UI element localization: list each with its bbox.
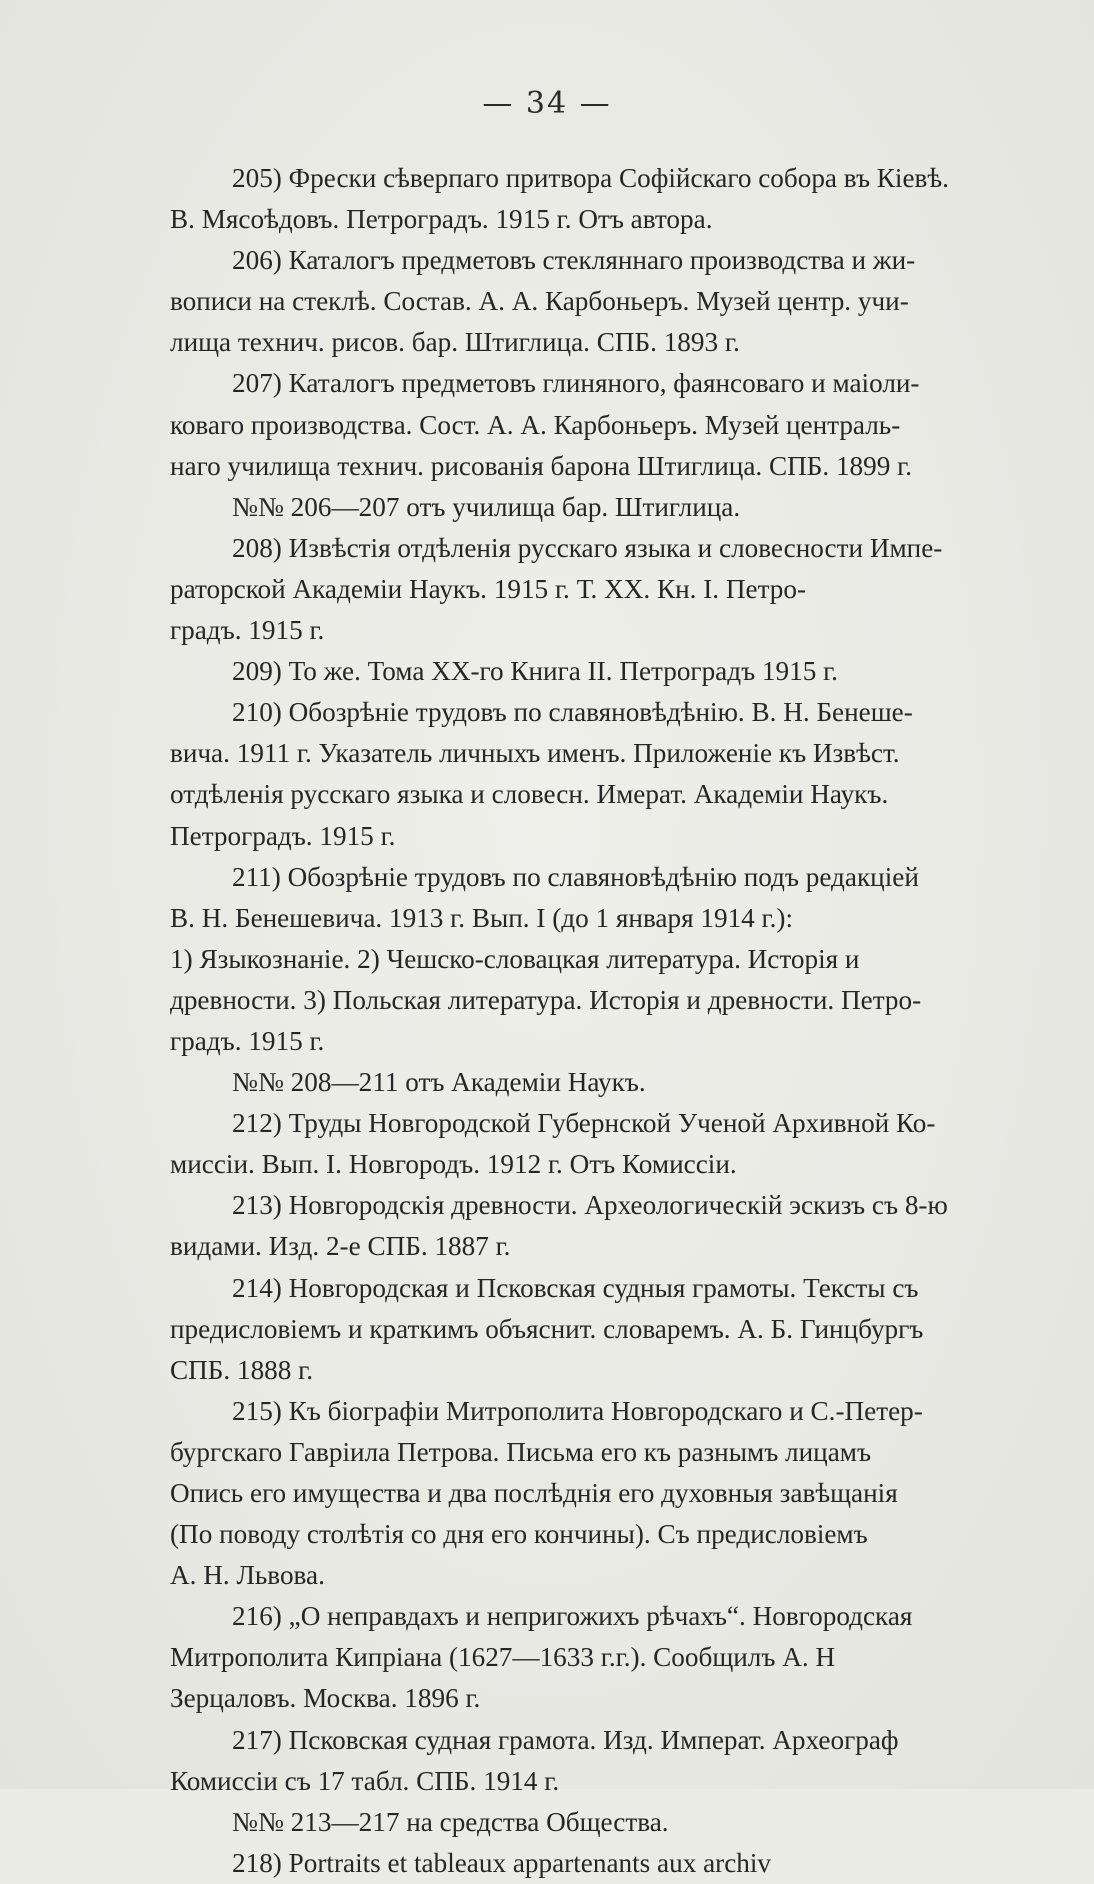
text-line: 209) То же. Тома XX-го Книга II. Петроградъ 1915 г. (232, 656, 838, 687)
text-line: вописи на стеклѣ. Состав. А. А. Карбоньеръ. Музей центр. учи- (170, 286, 909, 317)
text-line: наго училища технич. рисованія барона Штиглица. СПБ. 1899 г. (170, 450, 912, 481)
text-line: вича. 1911 г. Указатель личныхъ именъ. Приложеніе къ Извѣст. (170, 738, 900, 769)
text-line: 205) Фрески сѣверпаго притвора Софійскаго собора въ Кіевѣ. (232, 163, 949, 193)
text-line: древности. 3) Польская литература. Исторія и древности. Петро- (170, 984, 922, 1015)
text-line: 210) Обозрѣніе трудовъ по славяновѣдѣнію. В. Н. Бенеше- (232, 697, 913, 728)
text-line: №№ 213—217 на средства Общества. (232, 1806, 669, 1837)
text-line: раторской Академіи Наукъ. 1915 г. Т. XX. Кн. I. Петро- (170, 573, 807, 604)
text-line: Комиссіи съ 17 табл. СПБ. 1914 г. (170, 1765, 560, 1796)
text-line: видами. Изд. 2-е СПБ. 1887 г. (170, 1231, 511, 1262)
text-line: В. Н. Бенешевича. 1913 г. Вып. I (до 1 января 1914 г.): (170, 902, 794, 933)
text-line: коваго производства. Сост. А. А. Карбоньеръ. Музей централь- (170, 409, 901, 440)
text-line: 206) Каталогъ предметовъ стекляннаго производства и жи- (232, 245, 916, 276)
text-line: градъ. 1915 г. (170, 1025, 325, 1056)
text-line: 212) Труды Новгородской Губернской Ученой Архивной Ко- (232, 1108, 936, 1139)
text-line: 214) Новгородская и Псковская судныя грамоты. Тексты съ (232, 1272, 919, 1303)
text-line: 213) Новгородскія древности. Археологическій эскизъ съ 8-ю (232, 1190, 948, 1221)
text-line: 216) „О неправдахъ и непригожихъ рѣчахъ“. Новгородская (232, 1601, 913, 1632)
text-line: А. Н. Львова. (170, 1560, 325, 1591)
text-line: миссіи. Вып. I. Новгородъ. 1912 г. Отъ Комиссіи. (170, 1149, 737, 1180)
text-line: отдѣленія русскаго языка и словесн. Имерат. Академіи Наукъ. (170, 779, 889, 810)
text-line: СПБ. 1888 г. (170, 1354, 314, 1385)
text-line: лища технич. рисов. бар. Штиглица. СПБ. 1893 г. (170, 327, 740, 358)
text-line: 211) Обозрѣніе трудовъ по славяновѣдѣнію подъ редакціей (232, 861, 919, 892)
text-line: градъ. 1915 г. (170, 615, 325, 646)
text-line: 217) Псковская судная грамота. Изд. Императ. Археограф (232, 1724, 899, 1755)
text-line: 218) Portraits et tableaux appartenants aux archiv (232, 1847, 772, 1878)
text-line: 1) Языкознаніе. 2) Чешско-словацкая литература. Исторія и (170, 943, 860, 974)
text-line: 215) Къ біографіи Митрополита Новгородскаго и С.-Петер- (232, 1395, 923, 1426)
text-line: (По поводу столѣтія со дня его кончины). Съ предисловіемъ (170, 1519, 868, 1550)
text-line: Митрополита Кипріана (1627—1633 г.г.). Сообщилъ А. Н (170, 1642, 836, 1673)
text-line: Петроградъ. 1915 г. (170, 820, 396, 851)
text-line: №№ 208—211 отъ Академіи Наукъ. (232, 1067, 646, 1098)
text-line: бургскаго Гавріила Петрова. Письма его къ разнымъ лицамъ (170, 1436, 872, 1467)
text-line: Зерцаловъ. Москва. 1896 г. (170, 1683, 481, 1714)
text-line: 207) Каталогъ предметовъ глиняного, фаянсоваго и маіоли- (232, 368, 920, 399)
text-line: В. Мясоѣдовъ. Петроградъ. 1915 г. Отъ автора. (170, 204, 713, 235)
page-number: — 34 — (482, 86, 612, 121)
text-line: Опись его имущества и два послѣднія его духовныя завѣщанія (170, 1478, 898, 1508)
text-line: предисловіемъ и краткимъ объяснит. словаремъ. А. Б. Гинцбургъ (170, 1313, 924, 1344)
text-line: 208) Извѣстія отдѣленія русскаго языка и словесности Импе- (232, 532, 943, 563)
text-body (170, 158, 1008, 1884)
text-line: №№ 206—207 отъ училища бар. Штиглица. (232, 491, 741, 522)
